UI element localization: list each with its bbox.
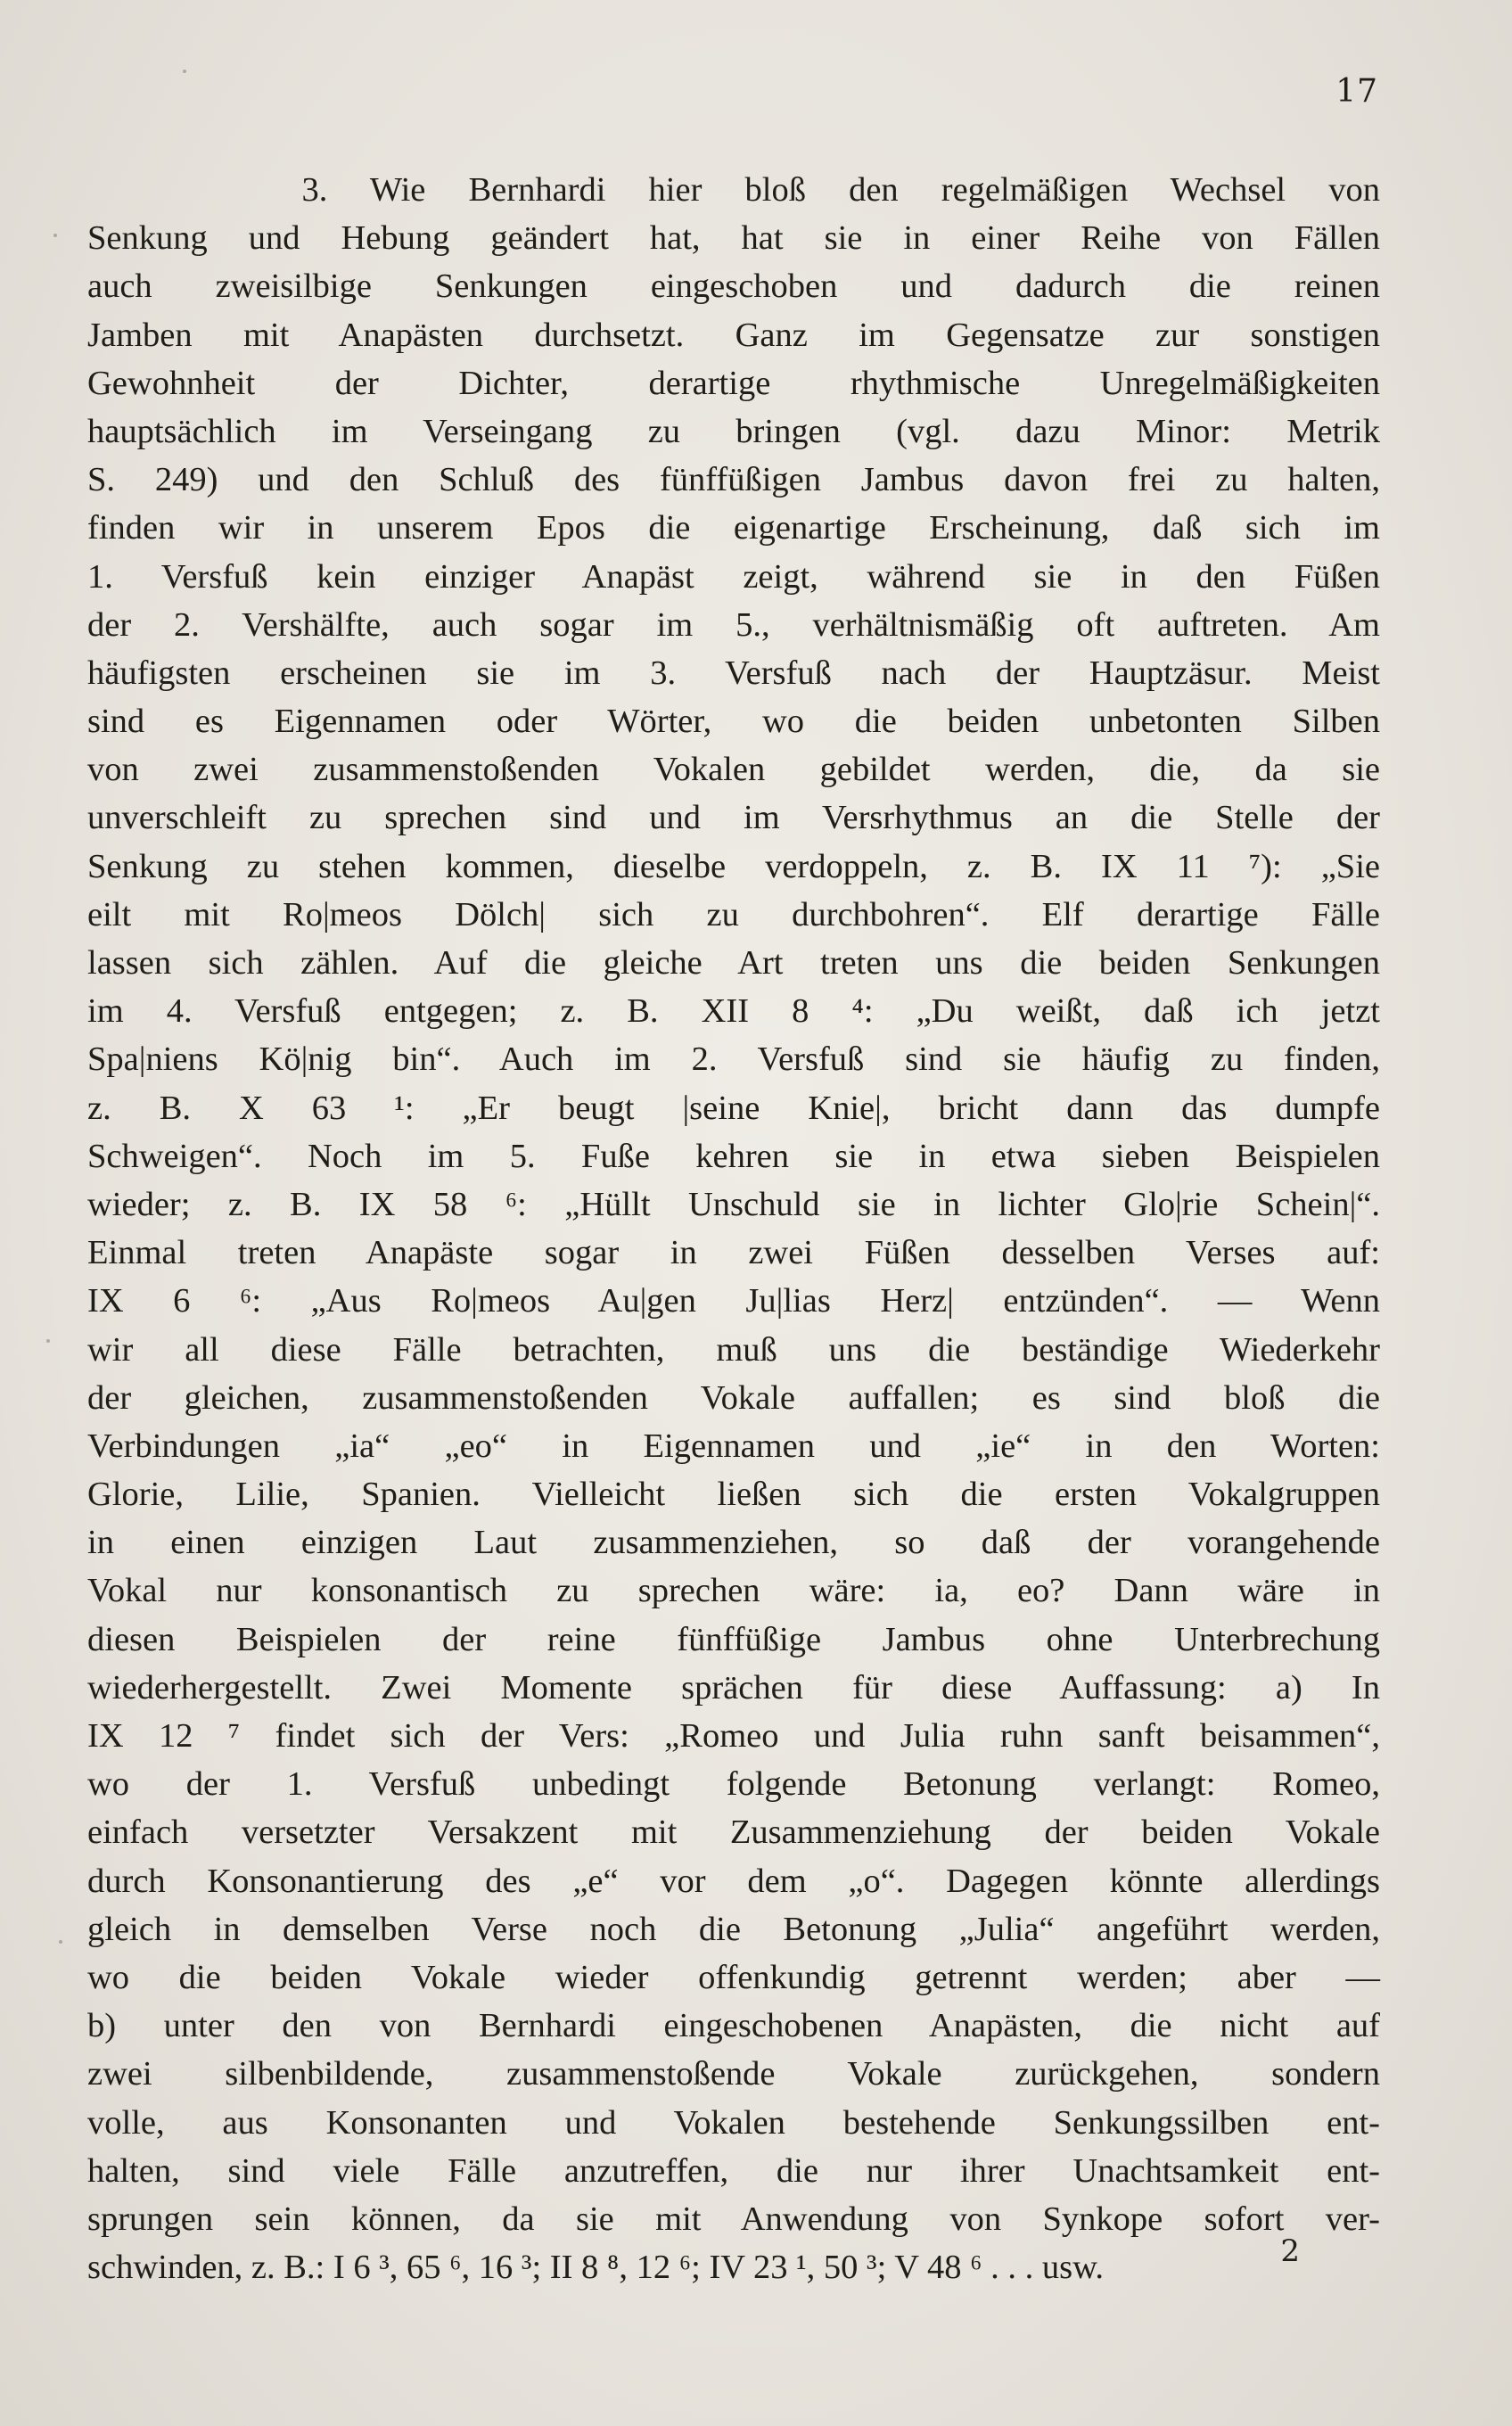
text-line: der 2. Vershälfte, auch sogar im 5., verhältnismäßig oft auftreten. Am: [87, 605, 1380, 644]
text-line: wo der 1. Versfuß unbedingt folgende Betonung verlangt: Romeo,: [87, 1765, 1380, 1804]
body-text: [87, 166, 1380, 2291]
text-line: wiederhergestellt. Zwei Momente sprächen für diese Auffassung: a) In: [87, 1668, 1380, 1706]
text-line: Einmal treten Anapäste sogar in zwei Füßen desselben Verses auf:: [87, 1234, 1380, 1272]
text-line: wir all diese Fälle betrachten, muß uns die beständige Wiederkehr: [87, 1330, 1380, 1369]
text-line: eilt mit Ro|meos Dölch| sich zu durchbohren“. Elf derartige Fälle: [87, 895, 1380, 933]
text-line: finden wir in unserem Epos die eigenartige Erscheinung, daß sich im: [87, 509, 1380, 547]
text-line: Senkung und Hebung geändert hat, hat sie in einer Reihe von Fällen: [87, 219, 1380, 258]
text-line: IX 12 ⁷ findet sich der Vers: „Romeo und Julia ruhn sanft beisammen“,: [87, 1717, 1380, 1755]
text-line: hauptsächlich im Verseingang zu bringen (vgl. dazu Minor: Metrik: [87, 412, 1380, 450]
text-line: 1. Versfuß kein einziger Anapäst zeigt, während sie in den Füßen: [87, 557, 1380, 596]
text-line: zwei silbenbildende, zusammenstoßende Vokale zurückgehen, sondern: [87, 2055, 1380, 2093]
text-line: der gleichen, zusammenstoßenden Vokale auffallen; es sind bloß die: [87, 1378, 1380, 1417]
text-line: sprungen sein können, da sie mit Anwendung von Synkope sofort ver-: [87, 2200, 1380, 2238]
text-line: sind es Eigennamen oder Wörter, wo die beiden unbetonten Silben: [87, 703, 1380, 741]
text-line: einfach versetzter Versakzent mit Zusammenziehung der beiden Vokale: [87, 1813, 1380, 1852]
text-line: in einen einzigen Laut zusammenziehen, so daß der vorangehende: [87, 1524, 1380, 1562]
text-line: IX 6 ⁶: „Aus Ro|meos Au|gen Ju|lias Herz| entzünden“. — Wenn: [87, 1282, 1380, 1320]
text-line: halten, sind viele Fälle anzutreffen, die nur ihrer Unachtsamkeit ent-: [87, 2151, 1380, 2190]
text-line: diesen Beispielen der reine fünffüßige Jambus ohne Unterbrechung: [87, 1620, 1380, 1658]
text-line: häufigsten erscheinen sie im 3. Versfuß nach der Hauptzäsur. Meist: [87, 654, 1380, 692]
text-line: 3. Wie Bernhardi hier bloß den regelmäßigen Wechsel von: [87, 171, 1380, 209]
text-line: auch zweisilbige Senkungen eingeschoben und dadurch die reinen: [87, 267, 1380, 306]
text-line: Schweigen“. Noch im 5. Fuße kehren sie in etwa sieben Beispielen: [87, 1137, 1380, 1175]
text-line: wo die beiden Vokale wieder offenkundig getrennt werden; aber —: [87, 1958, 1380, 1996]
text-line: wieder; z. B. IX 58 ⁶: „Hüllt Unschuld sie in lichter Glo|rie Schein|“.: [87, 1185, 1380, 1223]
text-line: Verbindungen „ia“ „eo“ in Eigennamen und „ie“ in den Worten:: [87, 1427, 1380, 1465]
text-line: gleich in demselben Verse noch die Betonung „Julia“ angeführt werden,: [87, 1910, 1380, 1948]
text-line: z. B. X 63 ¹: „Er beugt |seine Knie|, bricht dann das dumpfe: [87, 1089, 1380, 1127]
text-line: lassen sich zählen. Auf die gleiche Art treten uns die beiden Senkungen: [87, 944, 1380, 982]
text-line: Jamben mit Anapästen durchsetzt. Ganz im Gegensatze zur sonstigen: [87, 316, 1380, 354]
text-line: volle, aus Konsonanten und Vokalen bestehende Senkungssilben ent-: [87, 2103, 1380, 2142]
text-line: Glorie, Lilie, Spanien. Vielleicht ließen sich die ersten Vokalgruppen: [87, 1476, 1380, 1514]
text-line: von zwei zusammenstoßenden Vokalen gebildet werden, die, da sie: [87, 751, 1380, 789]
text-line: durch Konsonantierung des „e“ vor dem „o“. Dagegen könnte allerdings: [87, 1862, 1380, 1900]
text-line: unverschleift zu sprechen sind und im Versrhythmus an die Stelle der: [87, 799, 1380, 837]
text-line: Senkung zu stehen kommen, dieselbe verdoppeln, z. B. IX 11 ⁷): „Sie: [87, 847, 1380, 885]
text-line: schwinden, z. B.: I 6 ³, 65 ⁶, 16 ³; II 8 ⁸, 12 ⁶; IV 23 ¹, 50 ³; V 48 ⁶ . . . usw.: [87, 2249, 1105, 2287]
text-line: Gewohnheit der Dichter, derartige rhythmische Unregelmäßigkeiten: [87, 364, 1380, 402]
text-line: Spa|niens Kö|nig bin“. Auch im 2. Versfuß sind sie häufig zu finden,: [87, 1040, 1380, 1079]
text-line: b) unter den von Bernhardi eingeschobenen Anapästen, die nicht auf: [87, 2007, 1380, 2045]
page-number: 17: [1335, 73, 1378, 110]
text-line: im 4. Versfuß entgegen; z. B. XII 8 ⁴: „Du weißt, daß ich jetzt: [87, 992, 1380, 1031]
text-line: S. 249) und den Schluß des fünffüßigen Jambus davon frei zu halten,: [87, 461, 1380, 499]
text-line: Vokal nur konsonantisch zu sprechen wäre: ia, eo? Dann wäre in: [87, 1572, 1380, 1610]
signature-mark: 2: [1280, 2233, 1300, 2269]
